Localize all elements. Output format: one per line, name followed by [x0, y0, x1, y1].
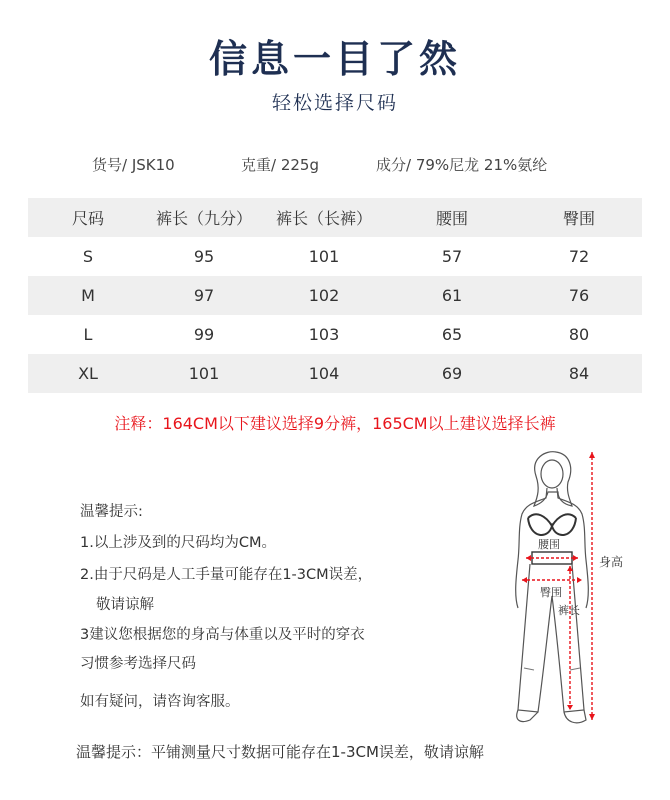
tips-line: 2.由于尺码是人工手量可能存在1-3CM误差， — [80, 567, 373, 583]
table-cell: 69 — [441, 364, 463, 383]
table-cell: M — [81, 286, 95, 305]
table-header: 尺码 — [71, 209, 104, 228]
product-sku: 货号/ JSK10 — [92, 156, 175, 174]
tips-line: 3建议您根据您的身高与体重以及平时的穿衣 — [80, 627, 365, 643]
tips-line: 1.以上涉及到的尺码均为CM。 — [80, 535, 276, 551]
table-header: 裤长（九分） — [155, 209, 252, 228]
size-table — [28, 198, 642, 393]
table-row — [28, 237, 642, 276]
product-composition: 成分/ 79%尼龙 21%氨纶 — [376, 156, 548, 174]
body-measurement-figure — [500, 448, 660, 738]
tips-title: 温馨提示: — [80, 504, 143, 520]
product-weight: 克重/ 225g — [241, 156, 319, 174]
bra-outline — [528, 514, 576, 535]
page-title: 信息一目了然 — [208, 37, 461, 81]
table-header: 臀围 — [562, 209, 595, 228]
table-cell: 84 — [568, 364, 590, 383]
table-cell: 65 — [441, 325, 463, 344]
table-cell: 104 — [308, 364, 340, 383]
table-cell: 102 — [308, 286, 340, 305]
table-cell: 61 — [441, 286, 463, 305]
table-cell: 76 — [568, 286, 590, 305]
page-subtitle: 轻松选择尺码 — [271, 92, 398, 114]
table-cell: 80 — [568, 325, 590, 344]
size-recommendation-note: 注释：164CM以下建议选择9分裤，165CM以上建议选择长裤 — [114, 414, 556, 433]
tips-contact: 如有疑问，请咨询客服。 — [80, 694, 240, 710]
table-cell: 57 — [441, 247, 463, 266]
table-cell: L — [83, 325, 93, 344]
tips-line: 习惯参考选择尺码 — [80, 656, 196, 672]
table-cell: 95 — [193, 247, 215, 266]
table-cell: 103 — [308, 325, 340, 344]
table-cell: 101 — [308, 247, 340, 266]
table-cell: 72 — [568, 247, 590, 266]
table-cell: XL — [78, 364, 98, 383]
table-cell: 101 — [188, 364, 220, 383]
footer-note: 温馨提示：平铺测量尺寸数据可能存在1-3CM误差，敬请谅解 — [76, 743, 484, 761]
table-header: 裤长（长裤） — [275, 209, 372, 228]
height-label: 身高 — [599, 555, 624, 569]
table-row — [28, 315, 642, 354]
feet-outline — [517, 710, 586, 723]
table-cell: S — [82, 247, 94, 266]
tips-line: 敬请谅解 — [96, 597, 154, 613]
table-cell: 99 — [193, 325, 215, 344]
hip-label: 臀围 — [540, 587, 562, 599]
table-header-row — [28, 198, 642, 237]
head-outline — [541, 460, 563, 488]
pants-length-label: 裤长 — [558, 605, 580, 617]
table-cell: 97 — [193, 286, 215, 305]
table-row — [28, 354, 642, 393]
table-row — [28, 276, 642, 315]
waist-label: 腰围 — [538, 539, 560, 551]
leg-fold-lines — [524, 668, 580, 670]
table-header: 腰围 — [435, 209, 468, 228]
